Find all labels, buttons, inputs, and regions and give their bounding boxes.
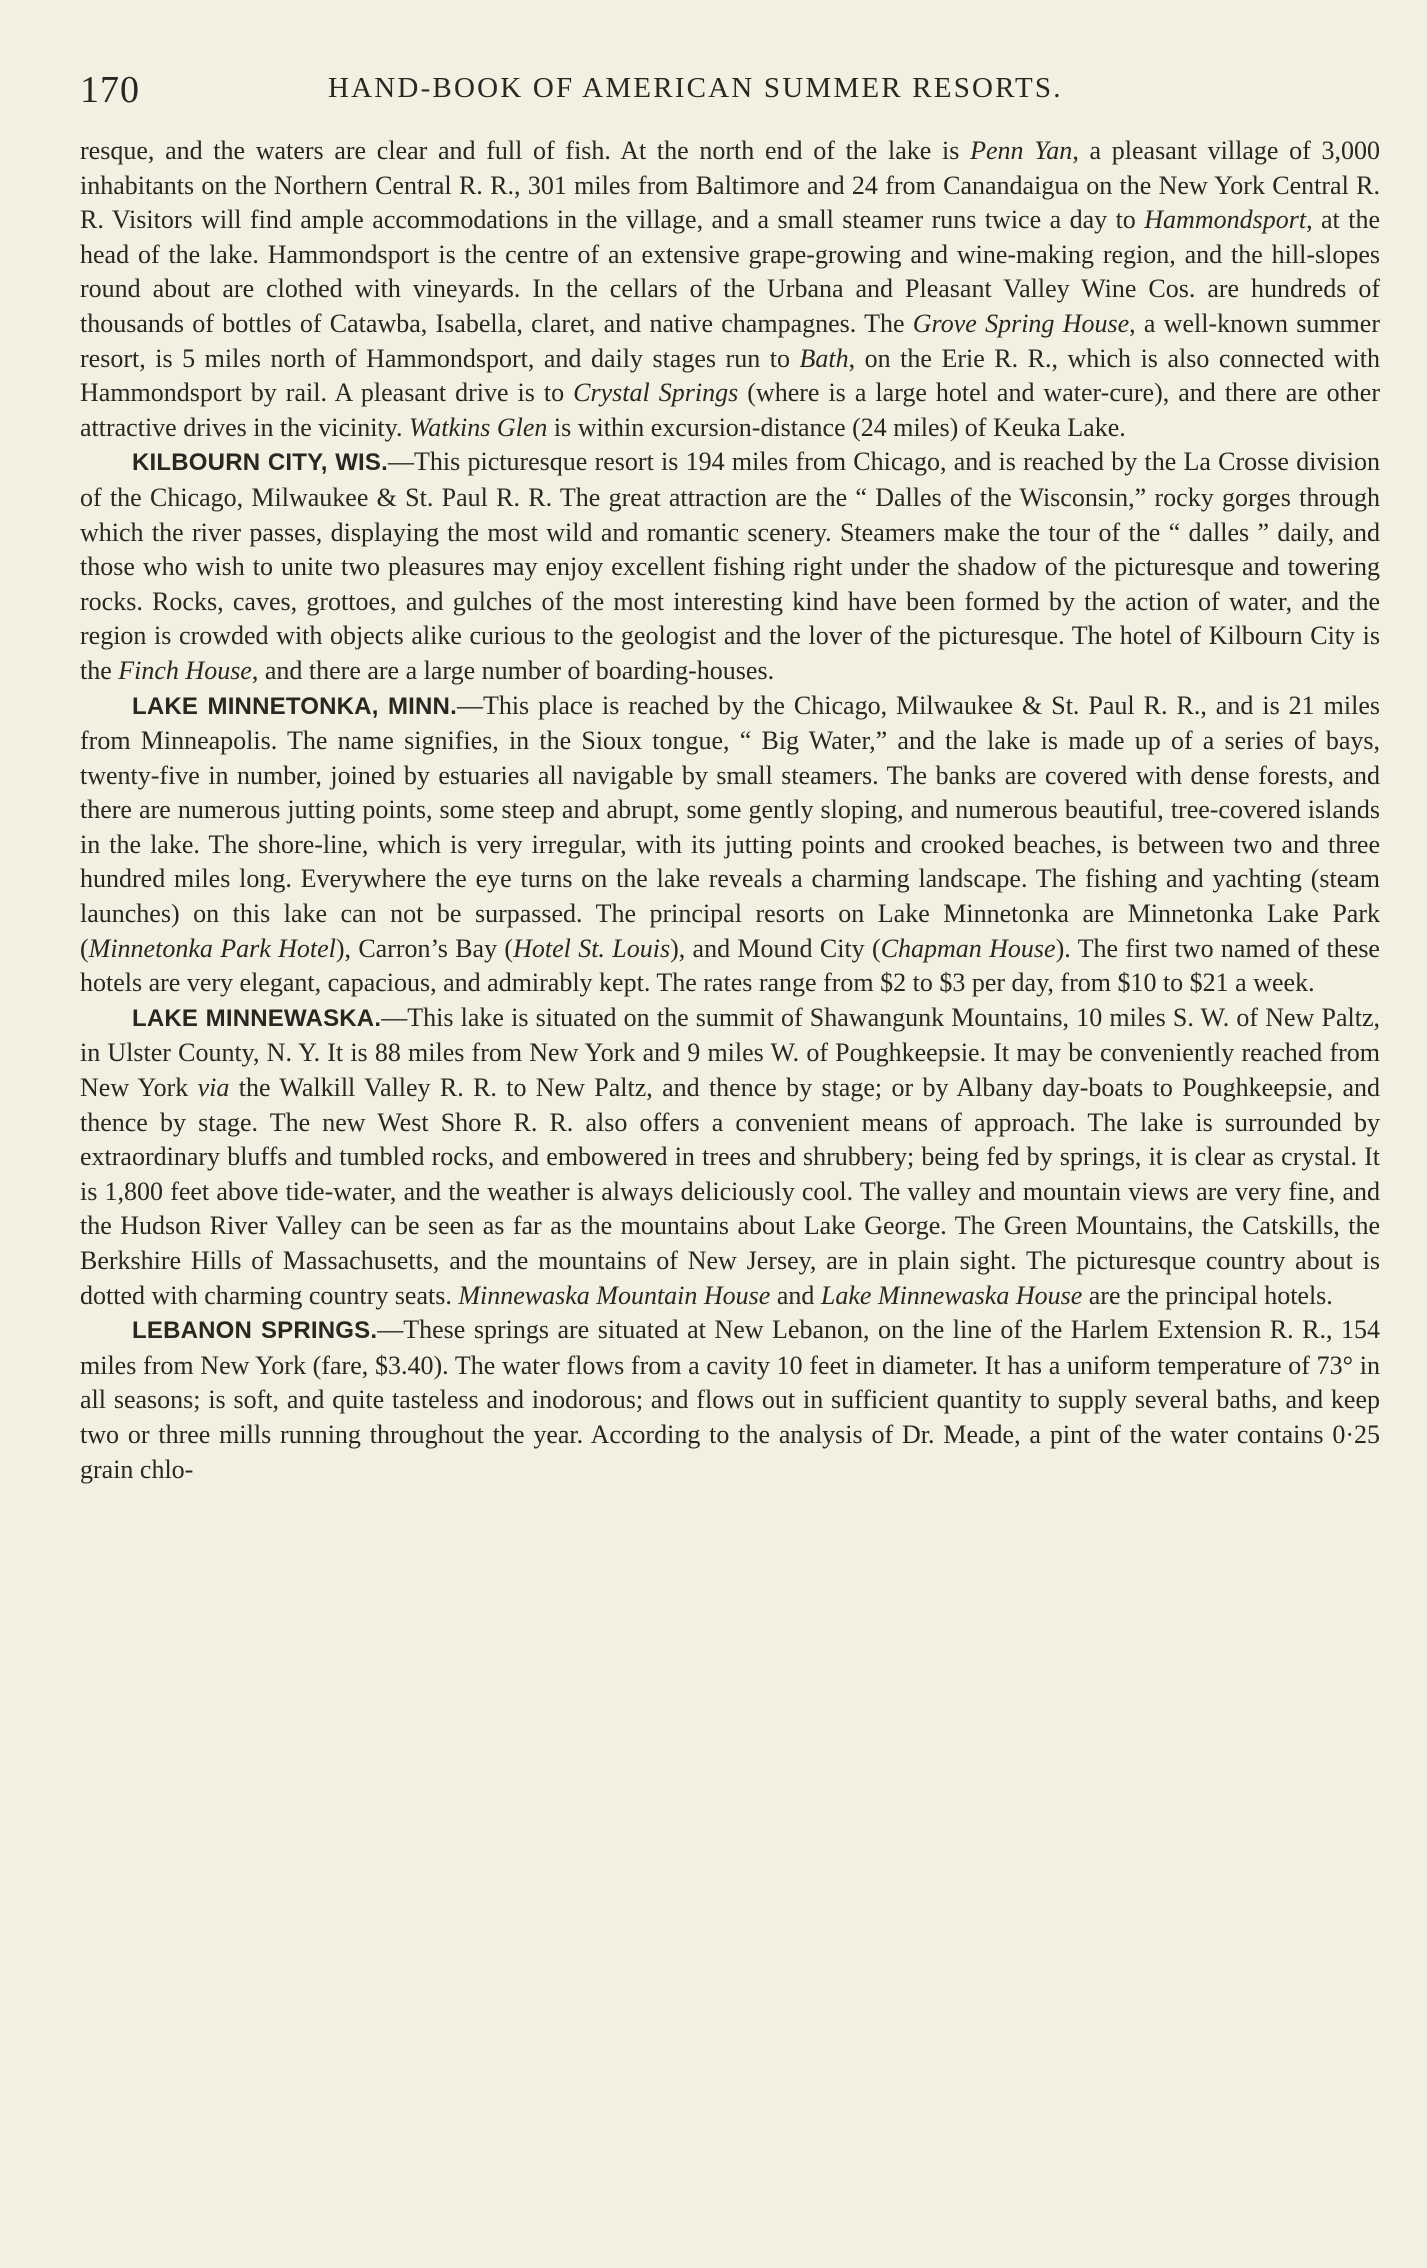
section-heading: LAKE MINNETONKA, MINN. — [132, 692, 457, 720]
text-run: —These springs are situated at New Lebanon, on the line of the Harlem Extension R. R., 154 miles from New York (fare, $3.40). The water flows from a cavity 10 feet in diameter. It has a uniform temperature of 73° in all seasons; is soft, and quite tasteless and inodorous; and flows out in sufficient quantity to supply several baths, and keep two or three mills running throughout the year. According to the analysis of Dr. Meade, a pint of the water contains 0·25 grain chlo- — [80, 1315, 1380, 1484]
page-number: 170 — [80, 69, 140, 111]
text-run: ), Carron’s Bay ( — [335, 933, 514, 963]
text-run: the Walkill Valley R. R. to New Paltz, and thence by stage; or by Albany day-boats to Poughkeepsie, and thence by stage. The new West Shore R. R. also offers a convenient means of approach. The lake is surrounded by extraordinary bluffs and tumbled rocks, and embowered in trees and shrubbery; being fed by springs, it is clear as crystal. It is 1,800 feet above tide-water, and the weather is always deliciously cool. The valley and mountain views are very fine, and the Hudson River Valley can be seen as far as the mountains about Lake George. The Green Mountains, the Catskills, the Berkshire Hills of Massachusetts, and the mountains of New Jersey, are in plain sight. The picturesque country about is dotted with charming country seats. — [80, 1073, 1380, 1310]
body-text — [80, 134, 1380, 1487]
italic-text: via — [197, 1073, 230, 1103]
italic-text: Lake Minnewaska House — [820, 1280, 1083, 1310]
paragraph — [80, 134, 1380, 445]
paragraph — [80, 1001, 1380, 1313]
text-run: —This lake is situated on the summit of Shawangunk Mountains, 10 miles S. W. of New Paltz, in Ulster County, N. Y. It is 88 miles from New York and 9 miles W. of Poughkeepsie. It may be conveniently reached from New York — [80, 1002, 1380, 1103]
text-run: and — [770, 1280, 821, 1310]
italic-text: Crystal Springs — [573, 378, 739, 408]
text-run: —This picturesque resort is 194 miles from Chicago, and is reached by the La Crosse division of the Chicago, Milwaukee & St. Paul R. R. The great attraction are the “ Dalles of the Wisconsin,” rocky gorges through which the river passes, displaying the most wild and romantic scenery. Steamers make the tour of the “ dalles ” daily, and those who wish to unite two pleasures may enjoy excellent fishing right under the shadow of the picturesque and towering rocks. Rocks, caves, grottoes, and gulches of the most interesting kind have been formed by the action of water, and the region is crowded with objects alike curious to the geologist and the lover of the picturesque. The hotel of Kilbourn City is the — [80, 447, 1381, 685]
text-run: , a well-known summer resort, is 5 miles north of Hammondsport, and daily stages run to — [80, 308, 1380, 373]
paragraph — [80, 1313, 1380, 1487]
text-run: are the principal hotels. — [1082, 1280, 1333, 1310]
italic-text: Hammondsport — [1144, 205, 1307, 235]
italic-text: Finch House — [118, 655, 252, 685]
page-header — [80, 60, 1380, 114]
paragraph — [80, 689, 1380, 1001]
text-run: , and there are a large number of boarding-houses. — [251, 655, 775, 685]
text-run: —This place is reached by the Chicago, Milwaukee & St. Paul R. R., and is 21 miles from Minneapolis. The name signifies, in the Sioux tongue, “ Big Water,” and the lake is made up of a series of bays, twenty-five in number, joined by estuaries all navigable by small steamers. The banks are covered with dense forests, and there are numerous jutting points, some steep and abrupt, some gently sloping, and numerous beautiful, tree-covered islands in the lake. The shore-line, which is very irregular, with its jutting points and crooked beaches, is between two and three hundred miles long. Everywhere the eye turns on the lake reveals a charming landscape. The fishing and yachting (steam launches) on this lake can not be surpassed. The principal resorts on Lake Minnetonka are Minnetonka Lake Park ( — [80, 690, 1381, 963]
text-run: ), and Mound City ( — [670, 933, 881, 963]
section-heading: LAKE MINNEWASKA. — [132, 1004, 382, 1032]
italic-text: Watkins Glen — [409, 412, 548, 442]
text-run: resque, and the waters are clear and full of fish. At the north end of the lake is — [80, 136, 971, 165]
running-title: HAND-BOOK OF AMERICAN SUMMER RESORTS. — [328, 72, 1063, 104]
text-run: , on the Erie R. R., which is also connected with Hammondsport by rail. A pleasant drive is to — [80, 343, 1381, 408]
section-heading: LEBANON SPRINGS. — [132, 1317, 378, 1345]
book-page — [80, 60, 1380, 1487]
paragraph — [80, 445, 1380, 688]
italic-text: Hotel St. Louis — [513, 933, 671, 963]
italic-text: Penn Yan — [970, 136, 1073, 165]
text-run: , a pleasant village of 3,000 inhabitants on the Northern Central R. R., 301 miles from Baltimore and 24 from Canandaigua on the New York Central R. R. Visitors will find ample accommodations in the village, and a small steamer runs twice a day to — [80, 136, 1380, 235]
text-run: , at the head of the lake. Hammondsport is the centre of an extensive grape-growing and wine-making region, and the hill-slopes round about are clothed with vineyards. In the cellars of the Urbana and Pleasant Valley Wine Cos. are hundreds of thousands of bottles of Catawba, Isabella, claret, and native champagnes. The — [80, 205, 1381, 338]
text-run: ). The first two named of these hotels are very elegant, capacious, and admirably kept. The rates range from $2 to $3 per day, from $10 to $21 a week. — [80, 933, 1380, 998]
italic-text: Minnetonka Park Hotel — [88, 933, 336, 963]
italic-text: Bath — [799, 343, 849, 373]
text-run: (where is a large hotel and water-cure), and there are other attractive drives in the vicinity. — [80, 378, 1380, 442]
italic-text: Chapman House — [880, 933, 1056, 963]
italic-text: Grove Spring House — [912, 308, 1130, 338]
text-run: is within excursion-distance (24 miles) of Keuka Lake. — [547, 412, 1126, 442]
italic-text: Minnewaska Mountain House — [458, 1280, 771, 1310]
section-heading: KILBOURN CITY, WIS. — [132, 449, 388, 477]
